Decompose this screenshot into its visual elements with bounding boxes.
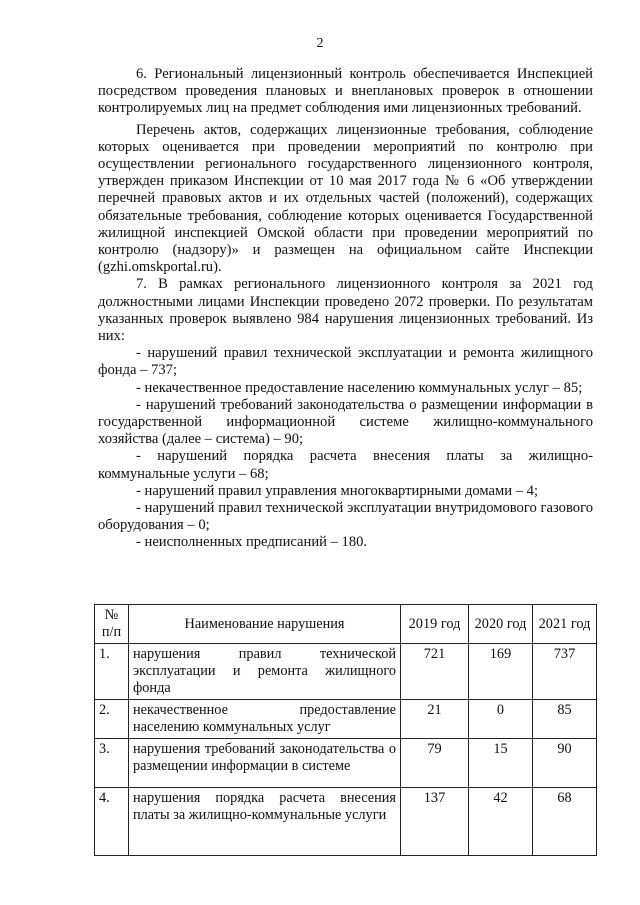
paragraph-6: 6. Региональный лицензионный контроль обеспечивается Инспекцией посредством проведения плановых и внеплановых проверок в отношении контролируемых лиц на предмет соблюдения ими лицензионных требований. xyxy=(98,66,593,117)
page-number: 2 xyxy=(316,36,324,51)
paragraph-7: 7. В рамках регионального лицензионного контроля за 2021 год должностными лицами Инспекции проведено 2072 проверки. По результатам указанных проверок выявлено 984 нарушения лицензионных требований. Из них: xyxy=(98,276,593,345)
cell-violation-name: нарушения правил технической эксплуатации и ремонта жилищного фонда xyxy=(129,644,401,700)
list-item: - некачественное предоставление населению коммунальных услуг – 85; xyxy=(136,379,583,396)
list-item: - нарушений требований законодательства о размещении информации в государственной информационной системе жилищно-коммунального хозяйства (далее – система) – 90; xyxy=(98,396,593,448)
paragraph-acts-list: Перечень актов, содержащих лицензионные требования, соблюдение которых оценивается при проведении мероприятий по контролю при осуществлении регионального государственного лицензионного контроля, утвержден приказом Инспекции от 10 мая 2017 года № 6 «Об утверждении перечней правовых актов и их отдельных частей (положений), содержащих обязательные требования, соблюдение которых оценивается Государственной жилищной инспекцией Омской области при проведении мероприятий по контролю (надзору)» и размещен на официальном сайте Инспекции (gzhi.omskportal.ru). xyxy=(98,121,593,276)
cell-2020: 0 xyxy=(469,700,533,739)
cell-2019: 137 xyxy=(401,788,469,856)
header-2020: 2020 год xyxy=(469,605,533,644)
header-2021: 2021 год xyxy=(533,605,597,644)
list-item: - нарушений правил технической эксплуатации и ремонта жилищного фонда – 737; xyxy=(98,345,593,379)
cell-2020: 42 xyxy=(469,788,533,856)
table-row xyxy=(95,644,597,700)
cell-2021: 737 xyxy=(533,644,597,700)
header-violation-name: Наименование нарушения xyxy=(129,605,401,644)
list-item: - неисполненных предписаний – 180. xyxy=(136,534,368,551)
cell-number: 1. xyxy=(95,644,129,700)
cell-2021: 90 xyxy=(533,739,597,788)
cell-2019: 79 xyxy=(401,739,469,788)
table-row xyxy=(95,700,597,739)
cell-violation-name: нарушения требований законодательства о размещении информации в системе xyxy=(129,739,401,788)
violations-table xyxy=(94,604,597,856)
cell-number: 2. xyxy=(95,700,129,739)
table-row xyxy=(95,739,597,788)
cell-number: 4. xyxy=(95,788,129,856)
body-text xyxy=(98,66,593,552)
cell-2020: 169 xyxy=(469,644,533,700)
violations-table-wrap xyxy=(94,604,596,856)
cell-violation-name: нарушения порядка расчета внесения платы за жилищно-коммунальные услуги xyxy=(129,788,401,856)
list-item: - нарушений порядка расчета внесения платы за жилищно-коммунальные услуги – 68; xyxy=(98,448,593,482)
cell-2021: 68 xyxy=(533,788,597,856)
cell-2019: 21 xyxy=(401,700,469,739)
cell-number: 3. xyxy=(95,739,129,788)
cell-violation-name: некачественное предоставление населению коммунальных услуг xyxy=(129,700,401,739)
header-2019: 2019 год xyxy=(401,605,469,644)
list-item: - нарушений правил управления многоквартирными домами – 4; xyxy=(136,482,538,499)
table-row xyxy=(95,788,597,856)
cell-2021: 85 xyxy=(533,700,597,739)
cell-2020: 15 xyxy=(469,739,533,788)
header-number: № п/п xyxy=(95,605,129,644)
table-header-row xyxy=(95,605,597,644)
cell-2019: 721 xyxy=(401,644,469,700)
list-item: - нарушений правил технической эксплуатации внутридомового газового оборудования – 0; xyxy=(98,500,593,534)
